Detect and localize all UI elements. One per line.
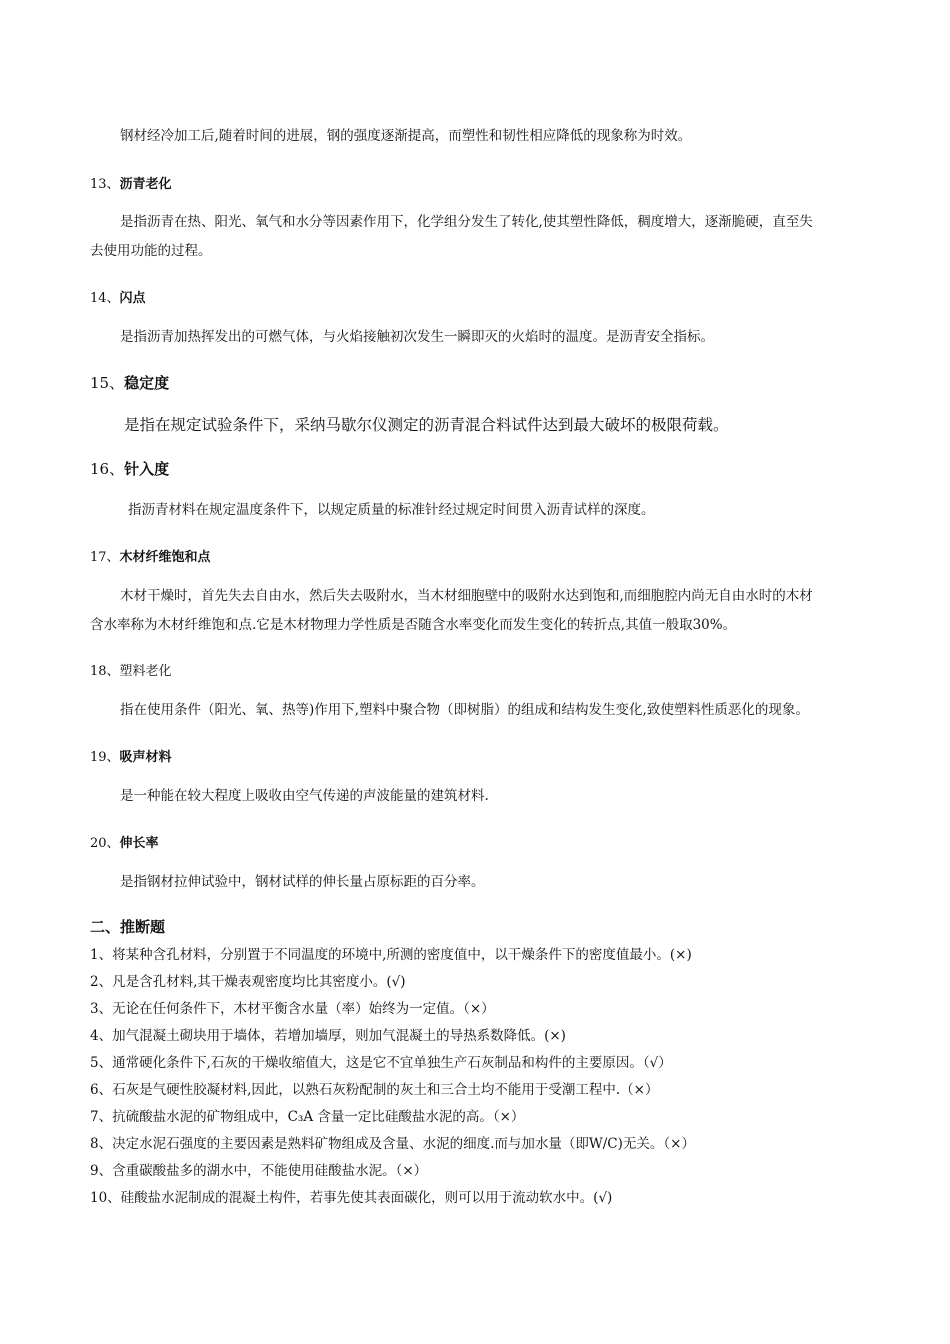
section-title: 二、推断题 xyxy=(90,918,166,936)
term-definition-line: 木材干燥时，首先失去自由水，然后失去吸附水，当木材细胞壁中的吸附水达到饱和,而细胞腔内尚无自由水时的木材 xyxy=(120,588,813,604)
term-definition-line: 指沥青材料在规定温度条件下，以规定质量的标准针经过规定时间贯入沥青试样的深度。 xyxy=(128,502,655,518)
term-number: 20、 xyxy=(90,836,120,851)
term-heading-13 xyxy=(90,173,172,192)
term-title: 吸声材料 xyxy=(119,750,172,765)
intro-paragraph: 钢材经冷加工后,随着时间的进展，钢的强度逐渐提高，而塑性和韧性相应降低的现象称为时效。 xyxy=(120,128,692,144)
term-heading-14 xyxy=(90,287,146,306)
judgment-item: 8、决定水泥石强度的主要因素是熟料矿物组成及含量、水泥的细度.而与加水量（即W/C)无关。（×） xyxy=(90,1136,695,1152)
term-heading-18 xyxy=(90,660,172,679)
judgment-item: 3、无论在任何条件下，木材平衡含水量（率）始终为一定值。（×） xyxy=(90,1001,495,1017)
term-heading-19 xyxy=(90,746,172,765)
term-number: 15、 xyxy=(90,374,125,392)
term-definition-line: 是一种能在较大程度上吸收由空气传递的声波能量的建筑材料. xyxy=(120,788,489,804)
term-definition-line: 指在使用条件（阳光、氧、热等)作用下,塑料中聚合物（即树脂）的组成和结构发生变化,致使塑料性质恶化的现象。 xyxy=(120,702,809,718)
term-number: 14、 xyxy=(90,291,120,306)
term-definition-line: 是指沥青在热、阳光、氧气和水分等因素作用下，化学组分发生了转化,使其塑性降低，稠度增大，逐渐脆硬，直至失 xyxy=(120,214,813,230)
term-title: 针入度 xyxy=(124,460,170,478)
term-heading-20 xyxy=(90,832,159,851)
term-number: 13、 xyxy=(90,177,120,192)
term-title: 沥青老化 xyxy=(119,177,172,192)
term-heading-17 xyxy=(90,546,211,565)
term-heading-15 xyxy=(90,372,169,393)
term-number: 19、 xyxy=(90,750,120,765)
judgment-item: 1、将某种含孔材料，分别置于不同温度的环境中,所测的密度值中，以干燥条件下的密度值最小。(×) xyxy=(90,947,692,963)
term-title: 塑料老化 xyxy=(119,664,172,679)
term-definition-line: 含水率称为木材纤维饱和点.它是木材物理力学性质是否随含水率变化而发生变化的转折点,其值一般取30%。 xyxy=(90,617,737,633)
term-definition-line: 是指钢材拉伸试验中，钢材试样的伸长量占原标距的百分率。 xyxy=(120,874,485,890)
term-number: 16、 xyxy=(90,460,125,478)
judgment-item: 4、加气混凝土砌块用于墙体，若增加墙厚，则加气混凝土的导热系数降低。(×) xyxy=(90,1028,566,1044)
term-number: 17、 xyxy=(90,550,120,565)
term-title: 稳定度 xyxy=(124,374,170,392)
term-title: 木材纤维饱和点 xyxy=(119,550,211,565)
judgment-item: 10、硅酸盐水泥制成的混凝土构件，若事先使其表面碳化，则可以用于流动软水中。(√) xyxy=(90,1190,613,1206)
term-title: 闪点 xyxy=(119,291,146,306)
judgment-item: 7、抗硫酸盐水泥的矿物组成中，C₃A 含量一定比硅酸盐水泥的高。（×） xyxy=(90,1109,525,1125)
judgment-item: 5、通常硬化条件下,石灰的干燥收缩值大，这是它不宜单独生产石灰制品和构件的主要原因。（√） xyxy=(90,1055,672,1071)
term-definition-line: 是指沥青加热挥发出的可燃气体，与火焰接触初次发生一瞬即灭的火焰时的温度。是沥青安全指标。 xyxy=(120,329,714,345)
term-number: 18、 xyxy=(90,664,120,679)
term-heading-16 xyxy=(90,458,169,479)
term-definition-line: 去使用功能的过程。 xyxy=(90,243,212,259)
judgment-item: 6、石灰是气硬性胶凝材料,因此，以熟石灰粉配制的灰土和三合土均不能用于受潮工程中.（×） xyxy=(90,1082,659,1098)
term-title: 伸长率 xyxy=(119,836,159,851)
judgment-item: 9、含重碳酸盐多的湖水中，不能使用硅酸盐水泥。（×） xyxy=(90,1163,428,1179)
term-definition-line: 是指在规定试验条件下，采纳马歇尔仪测定的沥青混合料试件达到最大破坏的极限荷载。 xyxy=(124,416,729,434)
judgment-item: 2、凡是含孔材料,其干燥表观密度均比其密度小。(√) xyxy=(90,974,406,990)
